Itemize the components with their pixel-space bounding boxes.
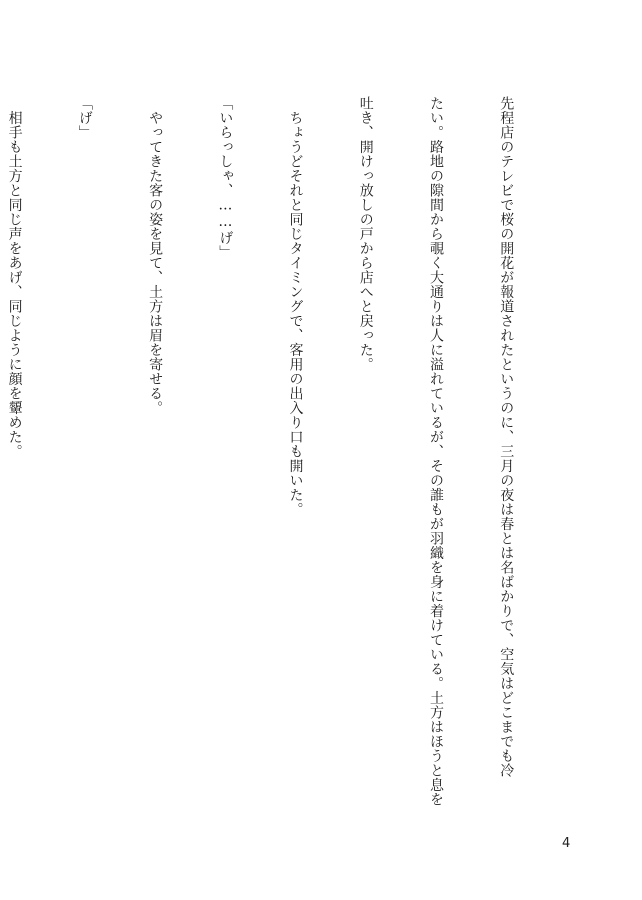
dialogue-line: 「いらっしゃ、……げ」 [217, 96, 234, 260]
text-line: 吐き、開けっ放しの戸から店へと戻った。 [357, 96, 374, 372]
dialogue-line: 「げ」 [76, 96, 93, 140]
text-line: ちょうどそれと同じタイミングで、客用の出入り口も開いた。 [287, 96, 304, 517]
text-line: 相手も土方と同じ声をあげ、同じように顔を顰めた。 [6, 96, 23, 459]
text-line: たい。路地の隙間から覗く大通りは人に溢れているが、その誰もが羽織を身に着けている。土方はほうと息を [427, 96, 444, 807]
text-line: 先程店のテレビで桜の開花が報道されたというのに、三月の夜は春とは名ばかりで、空気はどこまでも冷 [498, 96, 515, 778]
vertical-text-block [6, 96, 564, 836]
text-line: やってきた客の姿を見て、土方は眉を寄せる。 [147, 96, 164, 415]
page-number: 4 [562, 836, 571, 851]
